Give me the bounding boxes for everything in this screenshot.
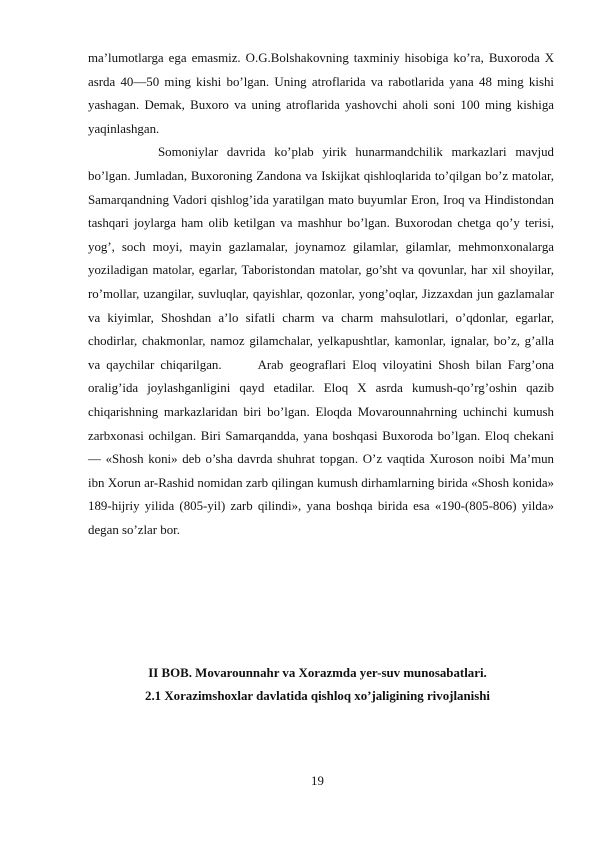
body-text <box>88 47 554 542</box>
chapter-subtitle: 2.1 Xorazimshoxlar davlatida qishloq xo’jaligining rivojlanishi <box>145 689 490 703</box>
paragraph-2 <box>88 141 554 542</box>
paragraph-2-part-b: Arab geograflari Eloq viloyatini Shosh bilan Farg’ona oralig’ida joylashganligini qayd etadilar. Eloq X asrda kumush-qo’rg’oshin qazib chiqarishning markazlaridan biri bo’lgan. Eloqda Movarounnahrning uchinchi kumush zarbxonasi ochilgan. Biri Samarqandda, yana boshqasi Buxoroda bo’lgan. Eloq chekani — «Shosh koni» deb o’sha davrda shuhrat topgan. O’z vaqtida Xuroson noibi Ma’mun ibn Xorun ar-Rashid nomidan zarb qilingan kumush dirhamlarning birida «Shosh konida» 189-hijriy yilida (805-yil) zarb qilindi», yana boshqa birida esa «190-(805-806) yilda» degan so’zlar bor. <box>88 357 554 537</box>
paragraph-1: ma’lumotlarga ega emasmiz. O.G.Bolshakovning taxminiy hisobiga ko’ra, Buxoroda X asrda 40—50 ming kishi bo’lgan. Uning atroflarida va rabotlarida yana 48 ming kishi yashagan. Demak, Buxoro va uning atroflarida yashovchi aholi soni 100 ming kishiga yaqinlashgan. <box>88 51 554 136</box>
page-number: 19 <box>311 774 324 788</box>
paragraph-2-part-a: Somoniylar davrida ko’plab yirik hunarmandchilik markazlari mavjud bo’lgan. Jumladan, Buxoroning Zandona va Iskijkat qishloqlarida to’qilgan bo’z matolar, Samarqandning Vadori qishlog’ida yaratilgan mato buyumlar Eron, Iroq va Hindistondan tashqari joylarga ham olib ketilgan va mashhur bo’lgan. Buxorodan chetga qo’y terisi, yog’, soch moyi, mayin gazlamalar, joynamoz gilamlar, gilamlar, mehmonxonalarga yoziladigan matolar, egarlar, Taboristondan matolar, go’sht va qovunlar, har xil shoyilar, ro’mollar, uzangilar, suvluqlar, qayishlar, qozonlar, yong’oqlar, Jizzaxdan jun gazlamalar va kiyimlar, Shoshdan a’lo sifatli charm va charm mahsulotlari, o’qdonlar, egarlar, chodirlar, chakmonlar, namoz gilamchalar, yelkapushtlar, kamonlar, ignalar, bo’z, g’alla va qaychilar chiqarilgan. <box>88 145 554 372</box>
chapter-title: II BOB. Movarounnahr va Xorazmda yer-suv munosabatlari. <box>148 666 487 680</box>
